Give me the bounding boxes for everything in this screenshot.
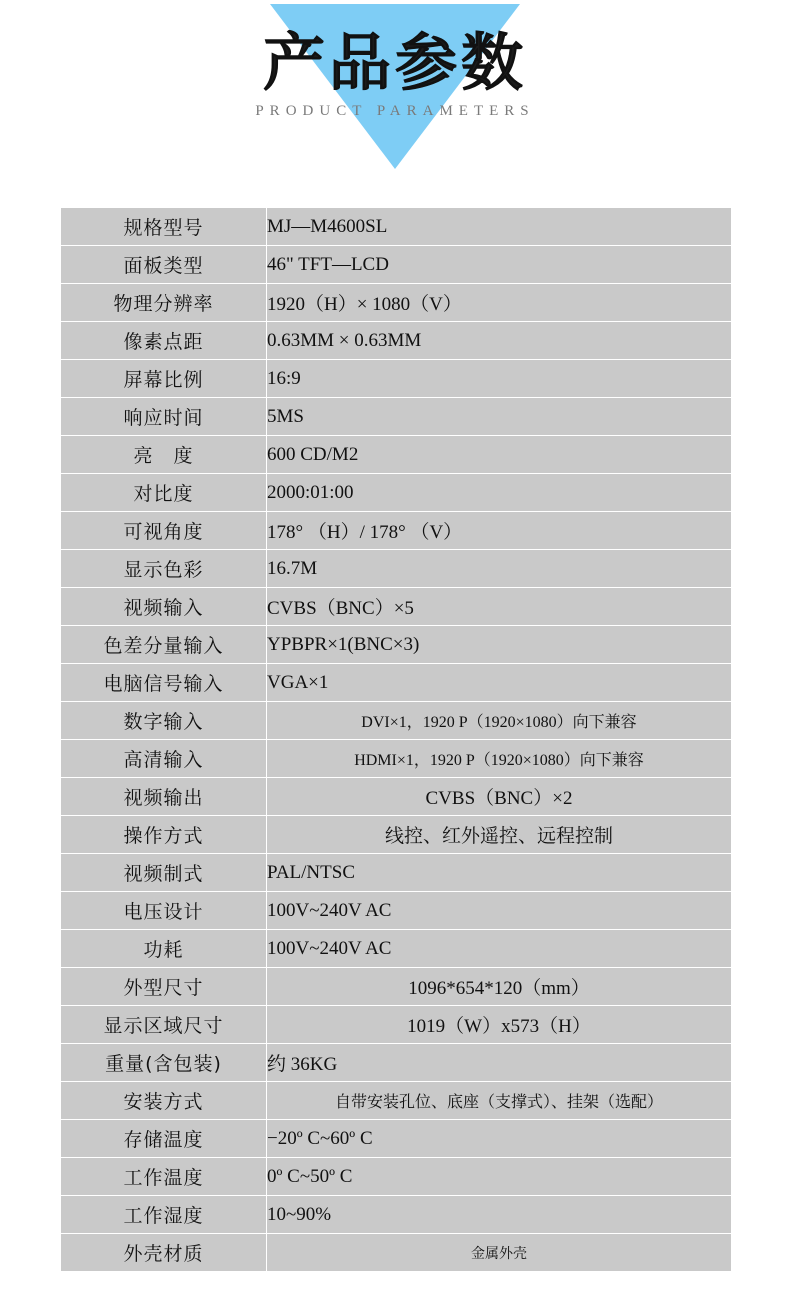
spec-value: 16:9 xyxy=(267,360,732,398)
spec-value: 金属外壳 xyxy=(267,1234,732,1272)
table-row xyxy=(61,702,732,740)
spec-value: 100V~240V AC xyxy=(267,892,732,930)
spec-label: 工作湿度 xyxy=(61,1196,267,1234)
spec-value: 178° （H）/ 178° （V） xyxy=(267,512,732,550)
spec-label: 色差分量输入 xyxy=(61,626,267,664)
spec-label: 存储温度 xyxy=(61,1120,267,1158)
table-row xyxy=(61,854,732,892)
spec-value: CVBS（BNC）×2 xyxy=(267,778,732,816)
spec-value: HDMI×1，1920 P（1920×1080）向下兼容 xyxy=(267,740,732,778)
header-titles xyxy=(0,0,790,120)
spec-value: 线控、红外遥控、远程控制 xyxy=(267,816,732,854)
spec-label: 规格型号 xyxy=(61,208,267,246)
table-row xyxy=(61,740,732,778)
spec-value: 600 CD/M2 xyxy=(267,436,732,474)
spec-label: 操作方式 xyxy=(61,816,267,854)
spec-label: 响应时间 xyxy=(61,398,267,436)
spec-value: MJ—M4600SL xyxy=(267,208,732,246)
spec-value: 16.7M xyxy=(267,550,732,588)
table-row xyxy=(61,968,732,1006)
spec-label: 工作温度 xyxy=(61,1158,267,1196)
spec-value: 0º C~50º C xyxy=(267,1158,732,1196)
table-row xyxy=(61,436,732,474)
spec-value: 1096*654*120（mm） xyxy=(267,968,732,1006)
table-row xyxy=(61,1196,732,1234)
spec-label: 显示色彩 xyxy=(61,550,267,588)
table-row xyxy=(61,588,732,626)
specification-table xyxy=(60,207,732,1272)
spec-value: PAL/NTSC xyxy=(267,854,732,892)
spec-label: 视频输入 xyxy=(61,588,267,626)
table-row xyxy=(61,1006,732,1044)
spec-label: 对比度 xyxy=(61,474,267,512)
spec-label: 数字输入 xyxy=(61,702,267,740)
spec-label: 可视角度 xyxy=(61,512,267,550)
table-row xyxy=(61,322,732,360)
table-row xyxy=(61,1120,732,1158)
table-row xyxy=(61,1158,732,1196)
spec-value: 0.63MM × 0.63MM xyxy=(267,322,732,360)
spec-value: 约 36KG xyxy=(267,1044,732,1082)
spec-label: 视频制式 xyxy=(61,854,267,892)
page-title: 产品参数 xyxy=(262,26,527,99)
spec-label: 像素点距 xyxy=(61,322,267,360)
spec-value: DVI×1，1920 P（1920×1080）向下兼容 xyxy=(267,702,732,740)
spec-value: 1920（H）× 1080（V） xyxy=(267,284,732,322)
spec-value: 10~90% xyxy=(267,1196,732,1234)
spec-label: 外型尺寸 xyxy=(61,968,267,1006)
spec-label: 亮 度 xyxy=(61,436,267,474)
table-row xyxy=(61,208,732,246)
spec-label: 屏幕比例 xyxy=(61,360,267,398)
spec-value: 自带安装孔位、底座（支撑式）、挂架（选配） xyxy=(267,1082,732,1120)
spec-value: 100V~240V AC xyxy=(267,930,732,968)
spec-label: 重量(含包装) xyxy=(61,1044,267,1082)
spec-label: 电压设计 xyxy=(61,892,267,930)
table-row xyxy=(61,246,732,284)
spec-value: 1019（W）x573（H） xyxy=(267,1006,732,1044)
spec-label: 面板类型 xyxy=(61,246,267,284)
table-row xyxy=(61,360,732,398)
spec-label: 显示区域尺寸 xyxy=(61,1006,267,1044)
spec-value: VGA×1 xyxy=(267,664,732,702)
spec-value: YPBPR×1(BNC×3) xyxy=(267,626,732,664)
table-row xyxy=(61,1234,732,1272)
table-row xyxy=(61,550,732,588)
table-row xyxy=(61,892,732,930)
spec-label: 高清输入 xyxy=(61,740,267,778)
table-row xyxy=(61,474,732,512)
page-header xyxy=(0,0,790,190)
spec-value: 5MS xyxy=(267,398,732,436)
table-row xyxy=(61,664,732,702)
table-row xyxy=(61,398,732,436)
spec-value: 2000:01:00 xyxy=(267,474,732,512)
spec-table-body xyxy=(61,208,732,1272)
spec-label: 视频输出 xyxy=(61,778,267,816)
spec-label: 安装方式 xyxy=(61,1082,267,1120)
spec-value: 46" TFT—LCD xyxy=(267,246,732,284)
page-subtitle: PRODUCT PARAMETERS xyxy=(255,103,535,120)
spec-label: 外壳材质 xyxy=(61,1234,267,1272)
table-row xyxy=(61,778,732,816)
spec-label: 功耗 xyxy=(61,930,267,968)
table-row xyxy=(61,512,732,550)
table-row xyxy=(61,1082,732,1120)
table-row xyxy=(61,1044,732,1082)
table-row xyxy=(61,816,732,854)
table-row xyxy=(61,930,732,968)
spec-label: 物理分辨率 xyxy=(61,284,267,322)
spec-value: −20º C~60º C xyxy=(267,1120,732,1158)
spec-value: CVBS（BNC）×5 xyxy=(267,588,732,626)
table-row xyxy=(61,284,732,322)
table-row xyxy=(61,626,732,664)
spec-label: 电脑信号输入 xyxy=(61,664,267,702)
